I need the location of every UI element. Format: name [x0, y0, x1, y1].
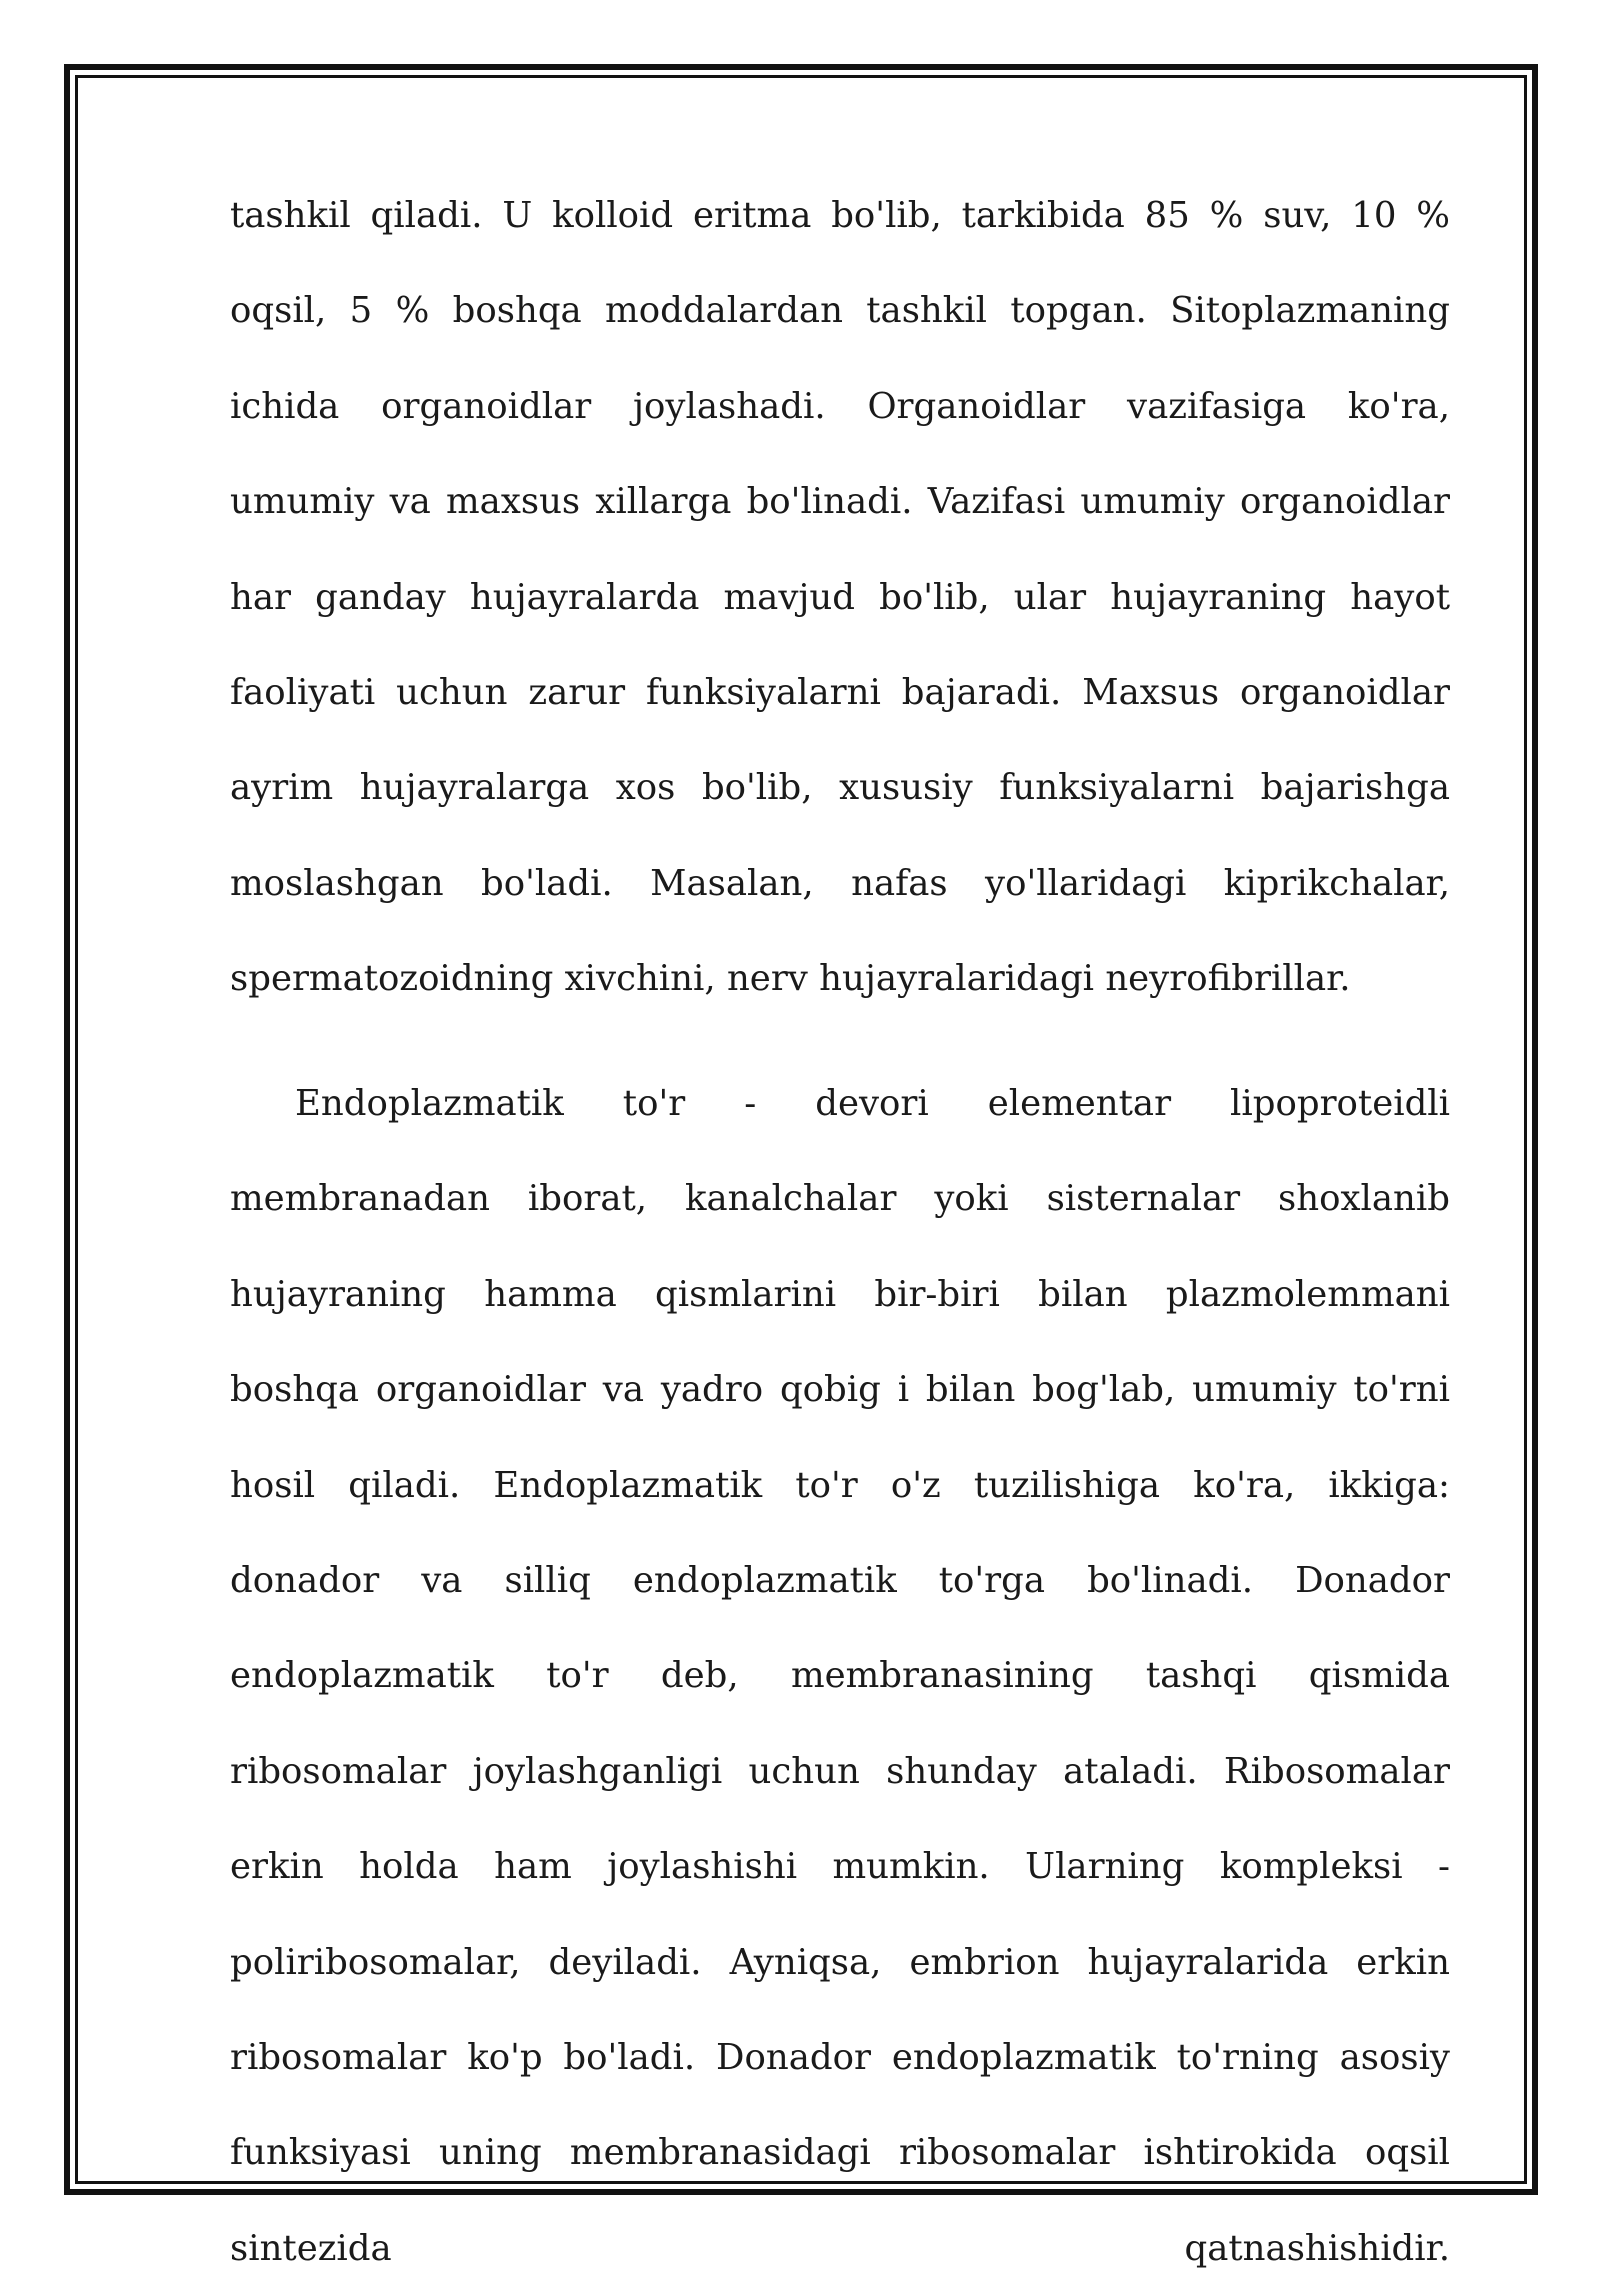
paragraph-2: Endoplazmatik to'r - devori elementar lipoproteidli membranadan iborat, kanalchalar yoki sisternalar shoxlanib hujayraning hamma qismlarini bir-biri bilan plazmolemmani boshqa organoidlar va yadro qobig i bilan bog'lab, umumiy to'rni hosil qiladi. Endoplazmatik to'r o'z tuzilishiga ko'ra, ikkiga: donador va silliq endoplazmatik to'rga bo'linadi. Donador endoplazmatik to'r deb, membranasining tashqi qismida ribosomalar joylashganligi uchun shunday ataladi. Ribosomalar erkin holda ham joylashishi mumkin. Ularning kompleksi - poliribosomalar, deyiladi. Ayniqsa, embrion hujayralarida erkin ribosomalar ko'p bo'ladi. Donador endoplazmatik to'rning asosiy funksiyasi uning membranasidagi ribosomalar ishtirokida oqsil sintezida qatnashishidir. [230, 1083, 1450, 2269]
paragraph-1: tashkil qiladi. U kolloid eritma bo'lib, tarkibida 85 % suv, 10 % oqsil, 5 % boshqa moddalardan tashkil topgan. Sitoplazmaning ichida organoidlar joylashadi. Organoidlar vazifasiga ko'ra, umumiy va maxsus xillarga bo'linadi. Vazifasi umumiy organoidlar har ganday hujayralarda mavjud bo'lib, ular hujayraning hayot faoliyati uchun zarur funksiyalarni bajaradi. Maxsus organoidlar ayrim hujayralarga xos bo'lib, xususiy funksiyalarni bajarishga moslashgan bo'ladi. Masalan, nafas yo'llaridagi kiprikchalar, spermatozoidning xivchini, nerv hujayralaridagi neyrofibrillar. [230, 195, 1450, 1000]
